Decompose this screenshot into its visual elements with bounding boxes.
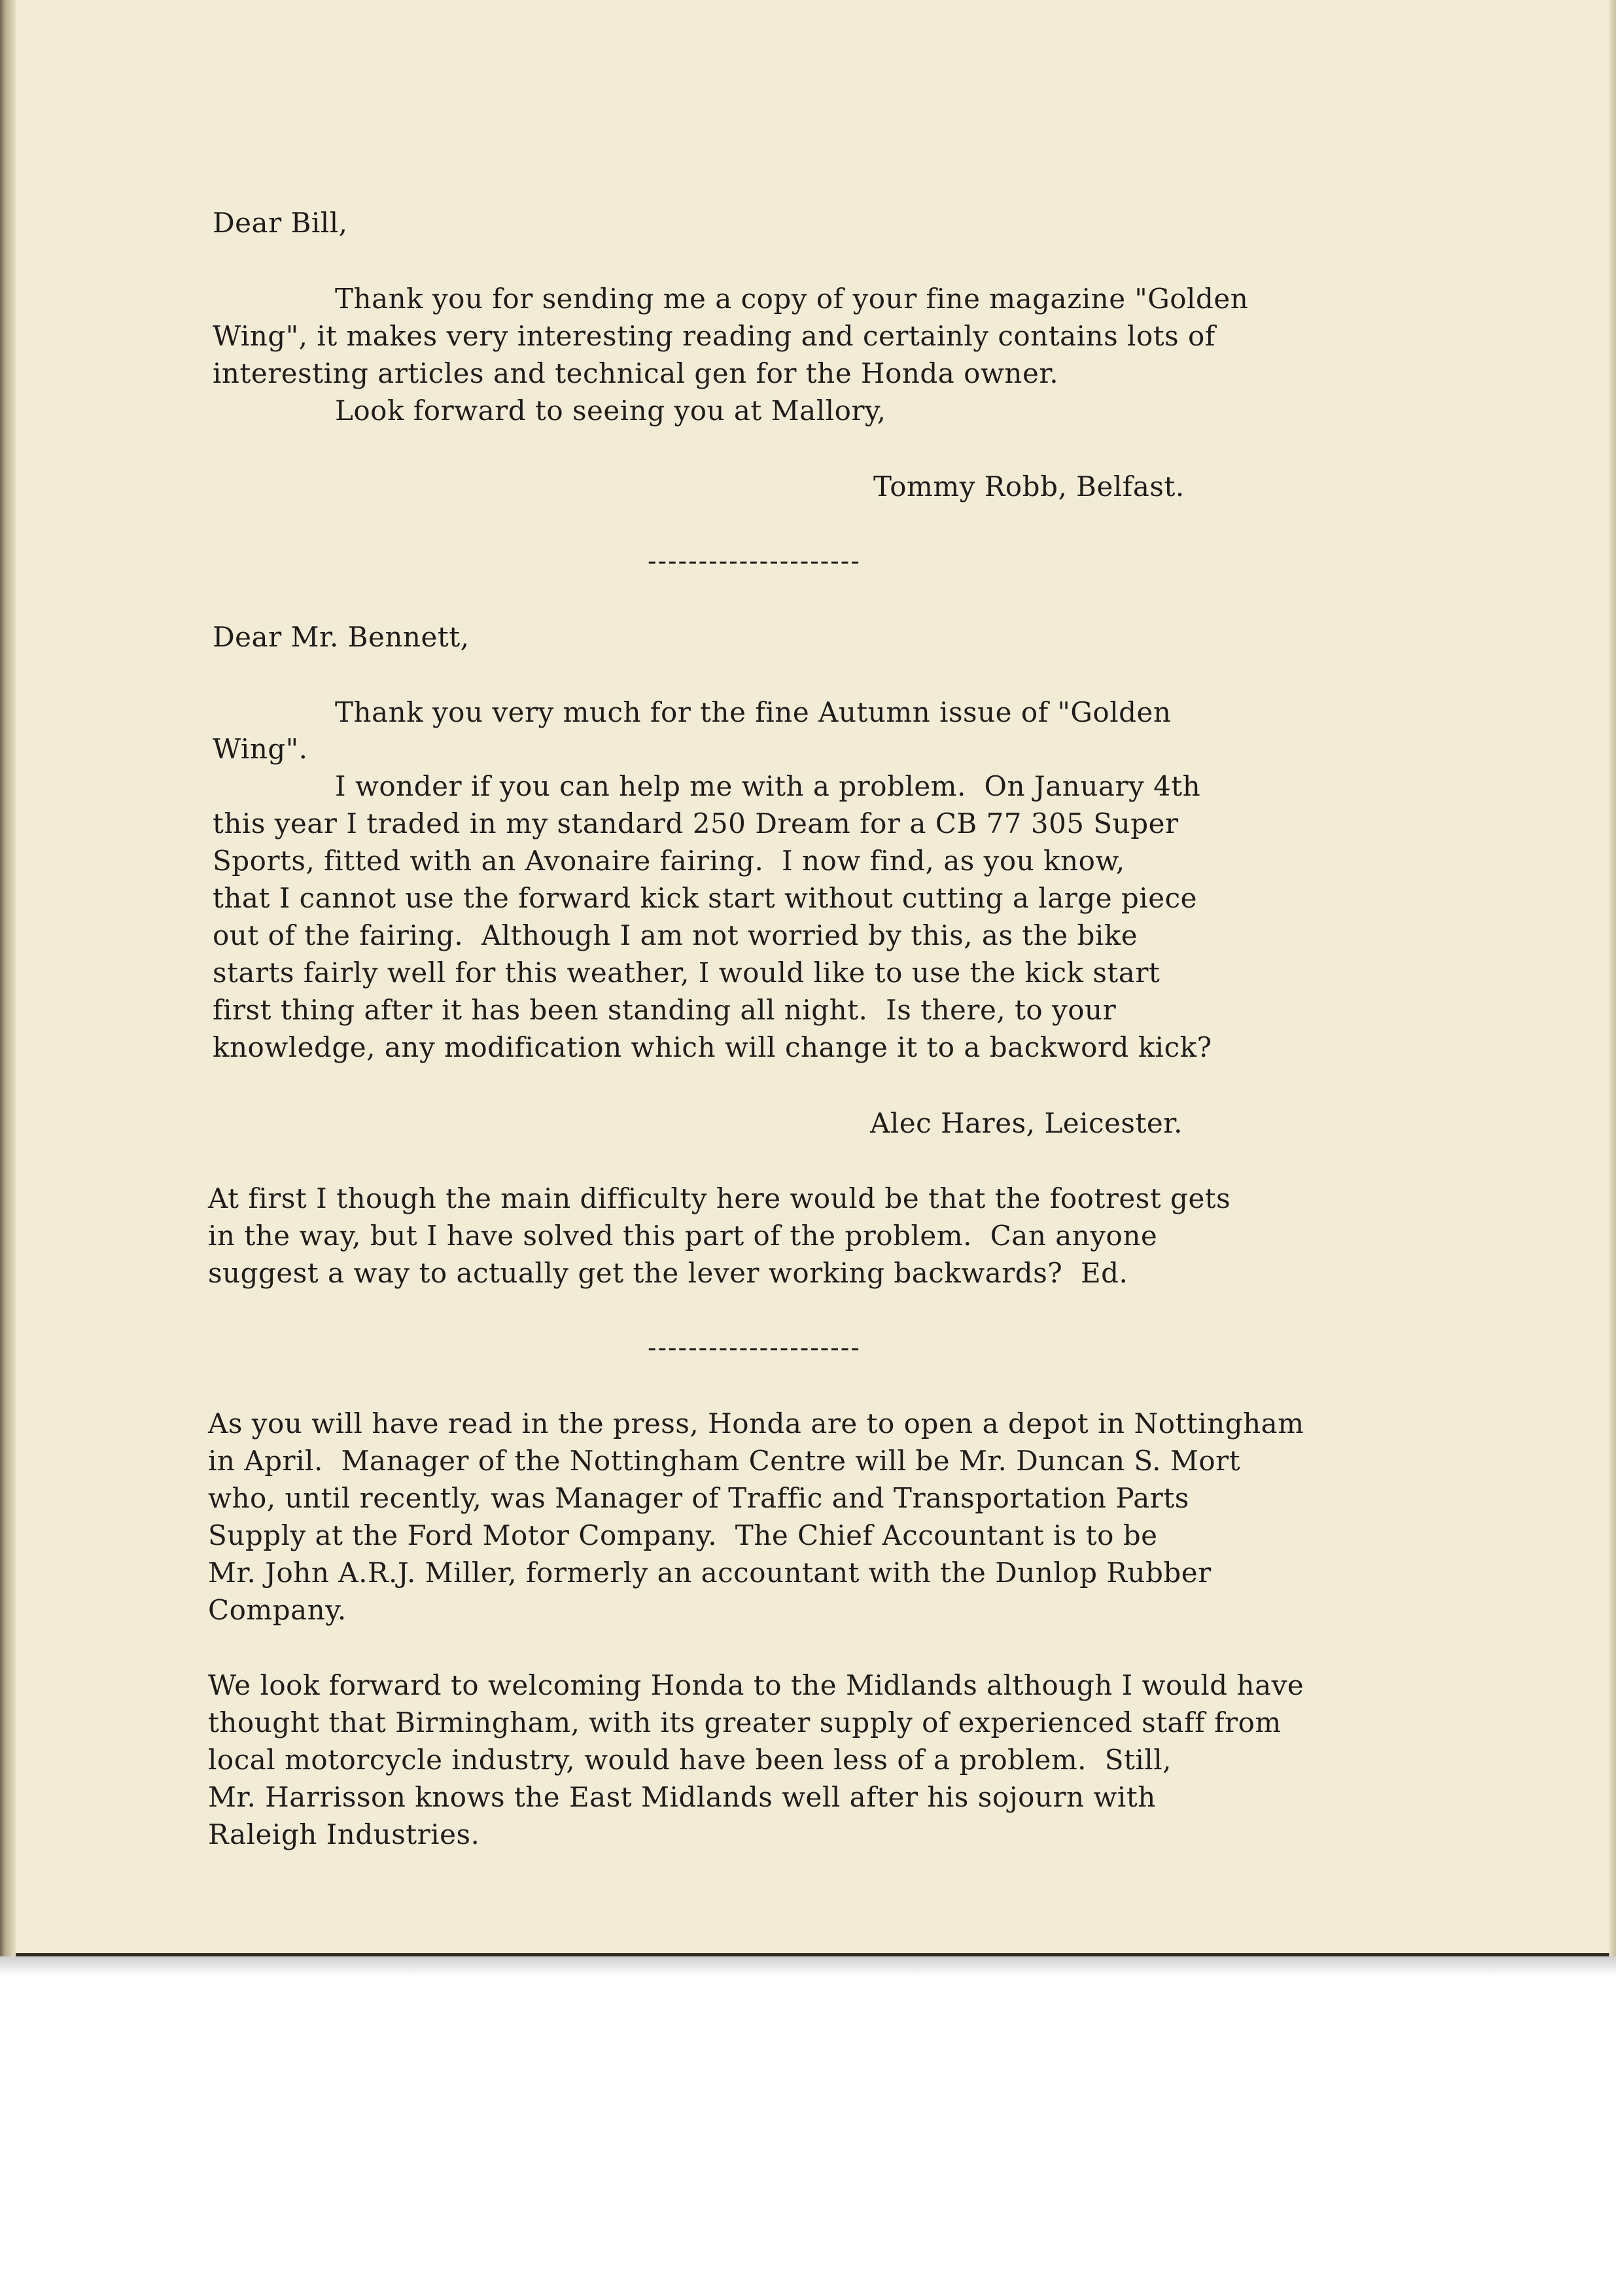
- news-line: Company.: [208, 1594, 347, 1626]
- letter2-salutation: Dear Mr. Bennett,: [213, 621, 470, 653]
- letter2-line: this year I traded in my standard 250 Dream for a CB 77 305 Super: [213, 807, 1179, 839]
- letter2-line: I wonder if you can help me with a problem. On January 4th: [335, 770, 1201, 802]
- news-line: Raleigh Industries.: [208, 1818, 480, 1850]
- letter2-line: out of the fairing. Although I am not worried by this, as the bike: [213, 919, 1138, 951]
- letter1-line: Thank you for sending me a copy of your fine magazine "Golden: [335, 283, 1249, 315]
- scan-shadow: [0, 1956, 1616, 1976]
- news-line: Mr. Harrisson knows the East Midlands well after his sojourn with: [208, 1781, 1156, 1813]
- news-line: local motorcycle industry, would have been less of a problem. Still,: [208, 1744, 1172, 1776]
- editor-reply-line: At first I though the main difficulty here would be that the footrest gets: [208, 1182, 1231, 1214]
- letter2-line: Sports, fitted with an Avonaire fairing. I now find, as you know,: [213, 845, 1125, 877]
- page-right-edge: [1609, 0, 1616, 1956]
- news-line: who, until recently, was Manager of Traffic and Transportation Parts: [208, 1482, 1189, 1514]
- letter1-signature: Tommy Robb, Belfast.: [873, 470, 1185, 503]
- news-line: Mr. John A.R.J. Miller, formerly an accountant with the Dunlop Rubber: [208, 1557, 1212, 1589]
- section-divider: ---------------------: [648, 1333, 861, 1363]
- editor-reply-line: in the way, but I have solved this part of the problem. Can anyone: [208, 1220, 1158, 1252]
- editor-reply-line: suggest a way to actually get the lever working backwards? Ed.: [208, 1257, 1128, 1289]
- letter2-line: starts fairly well for this weather, I would like to use the kick start: [213, 957, 1161, 989]
- letter1-line: Wing", it makes very interesting reading and certainly contains lots of: [213, 320, 1215, 352]
- news-line: Supply at the Ford Motor Company. The Chief Accountant is to be: [208, 1519, 1158, 1551]
- letter1-line: interesting articles and technical gen for the Honda owner.: [213, 357, 1059, 389]
- section-divider: ---------------------: [648, 546, 861, 576]
- page-binding-edge: [0, 0, 16, 1956]
- letter1-salutation: Dear Bill,: [213, 207, 348, 239]
- letter2-line: Wing".: [213, 733, 308, 765]
- letter2-line: knowledge, any modification which will change it to a backword kick?: [213, 1031, 1212, 1063]
- letter2-line: Thank you very much for the fine Autumn issue of "Golden: [335, 696, 1172, 728]
- letter2-signature: Alec Hares, Leicester.: [870, 1107, 1183, 1139]
- news-line: in April. Manager of the Nottingham Centre will be Mr. Duncan S. Mort: [208, 1445, 1241, 1477]
- news-line: We look forward to welcoming Honda to the Midlands although I would have: [208, 1669, 1304, 1701]
- letter1-line: Look forward to seeing you at Mallory,: [335, 395, 886, 427]
- news-line: As you will have read in the press, Honda are to open a depot in Nottingham: [208, 1407, 1304, 1439]
- news-line: thought that Birmingham, with its greater supply of experienced staff from: [208, 1706, 1282, 1739]
- letter2-line: first thing after it has been standing all night. Is there, to your: [213, 994, 1117, 1026]
- letter2-line: that I cannot use the forward kick start without cutting a large piece: [213, 882, 1197, 914]
